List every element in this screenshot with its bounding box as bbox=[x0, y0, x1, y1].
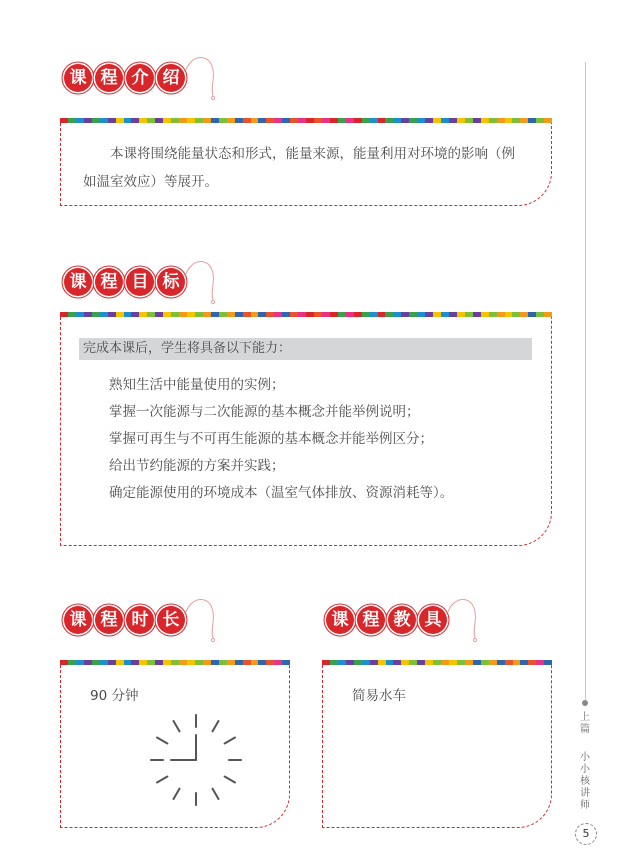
swirl-decoration-icon bbox=[444, 594, 484, 644]
goals-box-body bbox=[60, 317, 552, 546]
title-char: 课 bbox=[64, 268, 92, 296]
intro-line-2: 如温室效应）等展开。 bbox=[83, 174, 218, 190]
title-char: 课 bbox=[64, 64, 92, 92]
title-char: 目 bbox=[126, 268, 154, 296]
title-char: 程 bbox=[357, 606, 385, 634]
goals-box bbox=[60, 312, 552, 546]
swirl-decoration-icon bbox=[182, 256, 222, 306]
intro-text bbox=[83, 140, 545, 196]
sidebar-dot bbox=[582, 700, 588, 706]
section-title-goals bbox=[64, 268, 224, 300]
title-char: 教 bbox=[388, 606, 416, 634]
list-item: 给出节约能源的方案并实践； bbox=[109, 458, 285, 474]
title-char: 时 bbox=[126, 606, 154, 634]
title-char: 标 bbox=[157, 268, 185, 296]
swirl-decoration-icon bbox=[182, 52, 222, 102]
title-char: 具 bbox=[419, 606, 447, 634]
goals-lead: 完成本课后，学生将具备以下能力： bbox=[79, 338, 532, 360]
title-char: 程 bbox=[95, 64, 123, 92]
title-char: 程 bbox=[95, 606, 123, 634]
sidebar-part-label: 上篇 bbox=[580, 712, 590, 735]
intro-box-body bbox=[60, 123, 552, 206]
list-item: 熟知生活中能量使用的实例； bbox=[109, 377, 285, 393]
title-char: 课 bbox=[326, 606, 354, 634]
page-number: 5 bbox=[575, 823, 597, 845]
title-char: 介 bbox=[126, 64, 154, 92]
intro-line-1: 本课将围绕能量状态和形式，能量来源，能量利用对环境的影响（例 bbox=[110, 146, 515, 162]
materials-value: 简易水车 bbox=[352, 688, 406, 704]
section-title-intro bbox=[64, 64, 224, 96]
materials-box-body bbox=[322, 665, 552, 828]
swirl-decoration-icon bbox=[182, 594, 222, 644]
section-title-materials bbox=[326, 606, 486, 638]
sidebar-line bbox=[585, 62, 586, 702]
list-item: 掌握一次能源与二次能源的基本概念并能举例说明； bbox=[109, 404, 420, 420]
goals-list bbox=[109, 372, 453, 507]
title-char: 程 bbox=[95, 268, 123, 296]
duration-box bbox=[60, 660, 290, 828]
duration-value: 90 分钟 bbox=[90, 688, 139, 704]
clock-icon bbox=[141, 705, 251, 815]
materials-box bbox=[322, 660, 552, 828]
intro-box bbox=[60, 118, 552, 206]
sidebar-book-title: 小小核讲师 bbox=[580, 752, 590, 811]
list-item: 确定能源使用的环境成本（温室气体排放、资源消耗等）。 bbox=[109, 485, 454, 501]
title-char: 课 bbox=[64, 606, 92, 634]
section-title-duration bbox=[64, 606, 224, 638]
list-item: 掌握可再生与不可再生能源的基本概念并能举例区分； bbox=[109, 431, 433, 447]
title-char: 长 bbox=[157, 606, 185, 634]
duration-box-body bbox=[60, 665, 290, 828]
title-char: 绍 bbox=[157, 64, 185, 92]
